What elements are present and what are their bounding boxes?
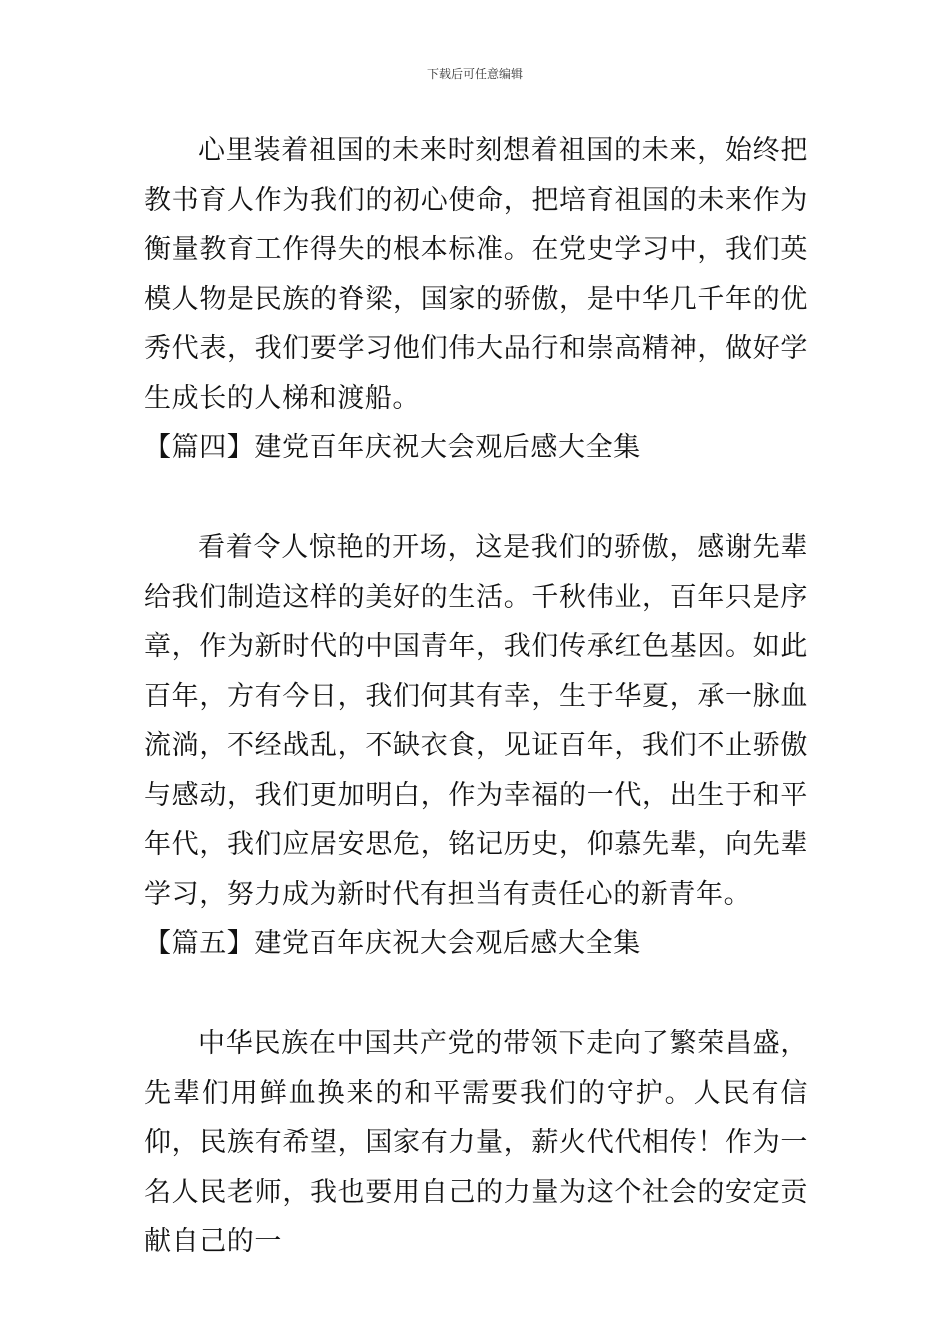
- document-body: [144, 126, 808, 1267]
- section-title-part-four: 【篇四】建党百年庆祝大会观后感大全集: [144, 432, 641, 463]
- paragraph-intro: 心里装着祖国的未来时刻想着祖国的未来，始终把教书育人作为我们的初心使命，把培育祖国的未来作为衡量教育工作得失的根本标准。在党史学习中，我们英模人物是民族的脊梁，国家的骄傲，是中华几千年的优秀代表，我们要学习他们伟大品行和崇高精神，做好学生成长的人梯和渡船。: [144, 135, 808, 414]
- paragraph-part-five: 中华民族在中国共产党的带领下走向了繁荣昌盛，先辈们用鲜血换来的和平需要我们的守护。人民有信仰，民族有希望，国家有力量，薪火代代相传！作为一名人民老师，我也要用自己的力量为这个社会的安定贡献自己的一: [144, 1028, 808, 1257]
- paragraph-part-four: 看着令人惊艳的开场，这是我们的骄傲，感谢先辈给我们制造这样的美好的生活。千秋伟业，百年只是序章，作为新时代的中国青年，我们传承红色基因。如此百年，方有今日，我们何其有幸，生于华夏，承一脉血流淌，不经战乱，不缺衣食，见证百年，我们不止骄傲与感动，我们更加明白，作为幸福的一代，出生于和平年代，我们应居安思危，铭记历史，仰慕先辈，向先辈学习，努力成为新时代有担当有责任心的新青年。: [144, 532, 808, 910]
- section-title-part-five: 【篇五】建党百年庆祝大会观后感大全集: [144, 928, 641, 959]
- page-header: 下载后可任意编辑: [426, 67, 523, 81]
